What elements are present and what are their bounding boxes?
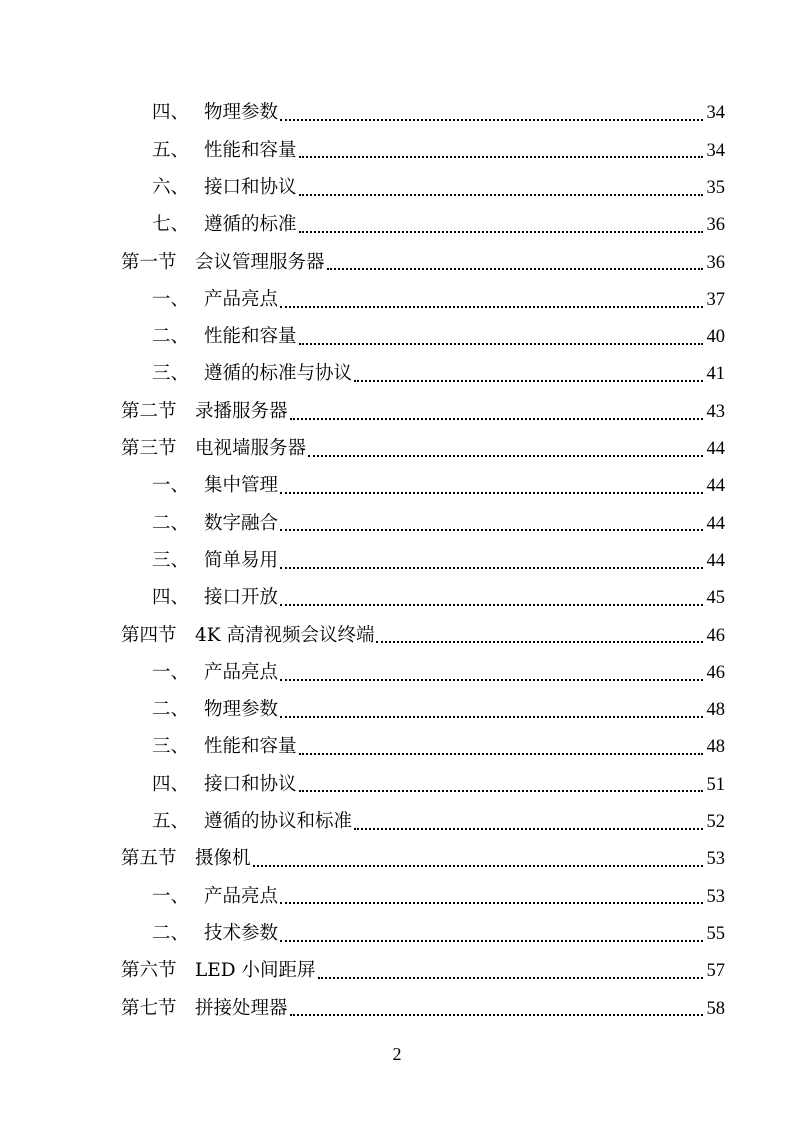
toc-subsection-entry[interactable] [0,356,794,393]
toc-entry-number: 一、 [152,885,190,907]
toc-subsection-entry[interactable] [0,729,794,766]
toc-entry-number: 三、 [152,736,190,758]
toc-entry-label [152,216,297,235]
toc-dot-leader [299,193,703,196]
toc-entry-title: 会议管理服务器 [195,251,325,273]
toc-entry-title: 接口开放 [204,587,279,609]
toc-entry-label [152,885,279,907]
toc-entry-label [121,850,251,869]
page-number: 2 [392,1044,402,1064]
toc-entry-title: 产品亮点 [204,661,279,683]
toc-dot-leader [354,827,703,830]
toc-entry-label [121,624,375,646]
toc-entry-title: 接口和协议 [204,176,297,198]
toc-dot-leader [280,118,703,121]
toc-entry-page: 36 [706,215,725,236]
toc-section-entry[interactable] [0,244,794,281]
toc-dot-leader [299,230,703,233]
toc-entry-number: 四、 [152,587,190,609]
toc-dot-leader [376,640,703,643]
toc-entry-title: 物理参数 [204,699,279,721]
toc-entry-number: 第二节 [121,400,177,422]
toc-entry-number: 一、 [152,661,190,683]
toc-entry-number: 第七节 [121,997,177,1019]
toc-entry-page: 44 [706,550,725,571]
toc-entry-page: 46 [706,662,725,683]
toc-entry-label [152,365,352,384]
toc-entry-title: 遵循的协议和标准 [204,811,353,833]
toc-dot-leader [280,491,703,494]
toc-dot-leader [299,342,703,345]
toc-entry-title: 物理参数 [204,102,279,124]
toc-entry-number: 三、 [152,363,190,385]
toc-entry-number: 五、 [152,139,190,161]
toc-dot-leader [280,528,703,531]
toc-entry-label [152,139,297,161]
toc-entry-label [121,997,288,1019]
toc-subsection-entry[interactable] [0,543,794,580]
toc-dot-leader [280,603,703,606]
toc-dot-leader [290,417,703,420]
toc-entry-number: 第五节 [121,848,177,870]
toc-entry-label [152,589,278,608]
toc-entry-title: LED 小间距屏 [195,960,316,982]
toc-dot-leader [318,976,703,979]
toc-entry-page: 44 [706,476,725,497]
toc-entry-title: 接口和协议 [204,773,297,795]
toc-entry-title: 简单易用 [204,549,279,571]
toc-entry-number: 第三节 [121,438,177,460]
toc-entry-title: 数字融合 [204,512,279,534]
toc-entry-label [152,176,297,198]
toc-entry-label [152,288,279,310]
toc-entry-number: 四、 [152,102,190,124]
toc-subsection-entry[interactable] [0,654,794,691]
toc-entry-page: 41 [706,364,725,385]
toc-dot-leader [299,155,703,158]
toc-dot-leader [299,789,703,792]
toc-entry-title: 性能和容量 [204,139,297,161]
toc-entry-page: 53 [706,849,725,870]
toc-entry-number: 一、 [152,475,190,497]
toc-entry-page: 55 [706,923,725,944]
toc-subsection-entry[interactable] [0,319,794,356]
toc-entry-page: 43 [706,401,725,422]
toc-entry-title: 性能和容量 [204,736,297,758]
toc-dot-leader [290,1013,703,1016]
toc-entry-number: 二、 [152,512,190,534]
toc-entry-number: 第一节 [121,251,177,273]
toc-entry-title: 摄像机 [195,848,251,870]
toc-entry-number: 四、 [152,773,190,795]
toc-entry-page: 58 [706,998,725,1019]
toc-dot-leader [280,566,703,569]
toc-dot-leader [280,901,703,904]
toc-subsection-entry[interactable] [0,468,794,505]
toc-dot-leader [280,715,703,718]
toc-entry-title: 4K 高清视频会议终端 [195,624,375,646]
toc-section-entry[interactable] [0,393,794,430]
toc-entry-title: 集中管理 [204,475,279,497]
toc-entry-label [152,328,297,347]
toc-subsection-entry[interactable] [0,132,794,169]
toc-entry-page: 45 [706,588,725,609]
toc-entry-page: 53 [706,886,725,907]
toc-entry-label [121,400,288,422]
toc-entry-label [152,738,297,757]
toc-entry-page: 46 [706,625,725,646]
toc-entry-page: 48 [706,700,725,721]
toc-entry-page: 44 [706,439,725,460]
toc-dot-leader [280,305,703,308]
toc-entry-label [152,813,352,832]
toc-section-entry[interactable] [0,953,794,990]
toc-entry-label [152,661,279,683]
toc-entry-page: 34 [706,103,725,124]
toc-subsection-entry[interactable] [0,804,794,841]
toc-subsection-entry[interactable] [0,878,794,915]
toc-entry-label [152,549,279,571]
toc-subsection-entry[interactable] [0,580,794,617]
toc-entry-page: 37 [706,289,725,310]
toc-dot-leader [280,939,703,942]
toc-entry-number: 第六节 [121,960,177,982]
toc-entry-label [152,773,297,795]
toc-entry-page: 48 [706,737,725,758]
toc-entry-number: 一、 [152,288,190,310]
toc-entry-page: 36 [706,252,725,273]
toc-entry-page: 52 [706,812,725,833]
toc-entry-page: 51 [706,774,725,795]
toc-entry-page: 35 [706,177,725,198]
toc-subsection-entry[interactable] [0,692,794,729]
toc-section-entry[interactable] [0,990,794,1027]
toc-entry-label [152,922,279,944]
toc-entry-title: 产品亮点 [204,288,279,310]
toc-subsection-entry[interactable] [0,170,794,207]
toc-entry-title: 遵循的标准与协议 [204,363,353,385]
toc-entry-number: 三、 [152,549,190,571]
toc-entry-label [152,104,278,123]
toc-entry-number: 二、 [152,699,190,721]
toc-section-entry[interactable] [0,841,794,878]
toc-entry-label [152,701,278,720]
toc-entry-label [121,251,325,273]
toc-subsection-entry[interactable] [0,505,794,542]
toc-entry-title: 录播服务器 [195,400,288,422]
toc-entry-page: 57 [706,961,725,982]
toc-entry-number: 第四节 [121,624,177,646]
toc-entry-title: 电视墙服务器 [195,438,307,460]
toc-entry-title: 性能和容量 [204,326,297,348]
table-of-contents [0,95,794,1027]
toc-dot-leader [308,454,703,457]
toc-entry-title: 遵循的标准 [204,214,297,236]
toc-dot-leader [253,864,703,867]
toc-subsection-entry[interactable] [0,95,794,132]
toc-entry-page: 44 [706,513,725,534]
toc-subsection-entry[interactable] [0,916,794,953]
toc-entry-number: 六、 [152,176,190,198]
toc-entry-number: 五、 [152,811,190,833]
toc-entry-title: 产品亮点 [204,885,279,907]
toc-section-entry[interactable] [0,431,794,468]
toc-entry-label [152,512,279,534]
toc-entry-label [152,477,278,496]
toc-entry-number: 二、 [152,922,190,944]
toc-dot-leader [280,678,703,681]
toc-entry-page: 40 [706,327,725,348]
toc-subsection-entry[interactable] [0,766,794,803]
toc-entry-label [121,440,306,459]
toc-dot-leader [327,267,703,270]
toc-entry-title: 拼接处理器 [195,997,288,1019]
toc-dot-leader [299,752,703,755]
toc-entry-title: 技术参数 [204,922,279,944]
toc-entry-page: 34 [706,140,725,161]
toc-entry-number: 七、 [152,214,190,236]
toc-section-entry[interactable] [0,617,794,654]
toc-entry-label [121,962,316,981]
toc-dot-leader [354,379,703,382]
toc-entry-number: 二、 [152,326,190,348]
toc-subsection-entry[interactable] [0,281,794,318]
toc-subsection-entry[interactable] [0,207,794,244]
